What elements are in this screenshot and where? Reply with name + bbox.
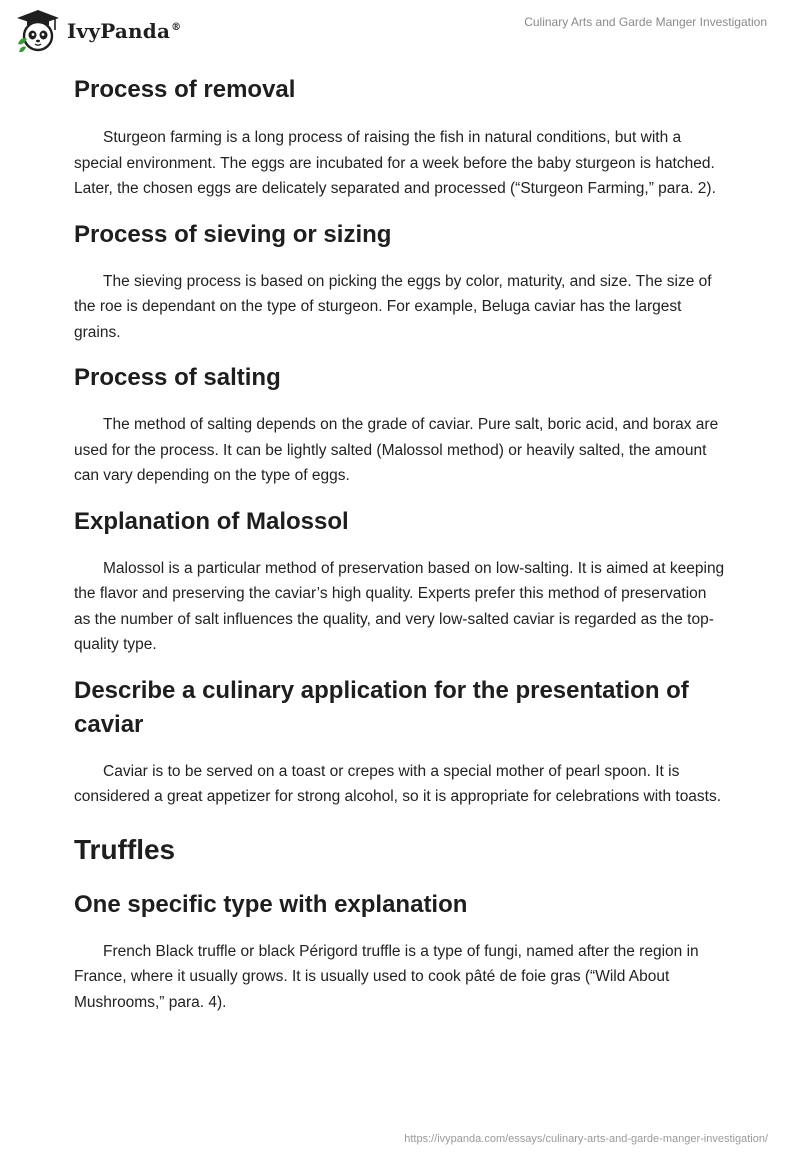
section-text-malossol: Malossol is a particular method of preservation based on low-salting. It is aimed at keeping the flavor and preserving the caviar’s high quality. Experts prefer this method of preservation as the number of salt influences the quality, and very low-salted caviar is regarded as the top-quality type. (74, 559, 725, 653)
section-heading-malossol: Explanation of Malossol (74, 507, 349, 535)
section-heading-salting: Process of salting (74, 364, 281, 391)
ivypanda-logo[interactable] (15, 8, 181, 54)
panda-mascot-icon (15, 8, 61, 54)
section-text-truffle-type: French Black truffle or black Périgord truffle is a type of fungi, named after the region in France, where it usually grows. It is usually used to cook pâté de foie gras (“Wild About Mushrooms,” para. 4). (74, 942, 699, 1011)
logo-text: IvyPanda® (67, 19, 182, 43)
truffles-title: Truffles (74, 833, 176, 865)
section-heading-presentation: Describe a culinary application for the presentation of caviar (74, 676, 689, 738)
section-text-sieving: The sieving process is based on picking the eggs by color, maturity, and size. The size of the roe is dependant on the type of sturgeon. For example, Beluga caviar has the largest grains. (74, 272, 712, 341)
essay-content (74, 70, 726, 1015)
section-text-salting: The method of salting depends on the grade of caviar. Pure salt, boric acid, and borax are used for the process. It can be lightly salted (Malossol method) or heavily salted, the amount can vary depending on the type of eggs. (74, 416, 719, 484)
source-url[interactable]: https://ivypanda.com/essays/culinary-arts-and-garde-manger-investigation/ (404, 1133, 768, 1145)
section-text-removal: Sturgeon farming is a long process of raising the fish in natural conditions, but with a special environment. The eggs are incubated for a week before the baby sturgeon is hatched. Later, the chosen eggs are delicately separated and processed (“Sturgeon Farming,” para. 2). (74, 129, 716, 197)
section-heading-sieving: Process of sieving or sizing (74, 220, 392, 248)
document-title: Culinary Arts and Garde Manger Investigation (524, 15, 767, 29)
section-heading-removal: Process of removal (74, 76, 296, 103)
section-heading-truffle-type: One specific type with explanation (74, 890, 468, 918)
page-header (0, 0, 800, 70)
section-text-presentation: Caviar is to be served on a toast or crepes with a special mother of pearl spoon. It is considered a great appetizer for strong alcohol, so it is appropriate for celebrations with toasts. (74, 762, 722, 805)
